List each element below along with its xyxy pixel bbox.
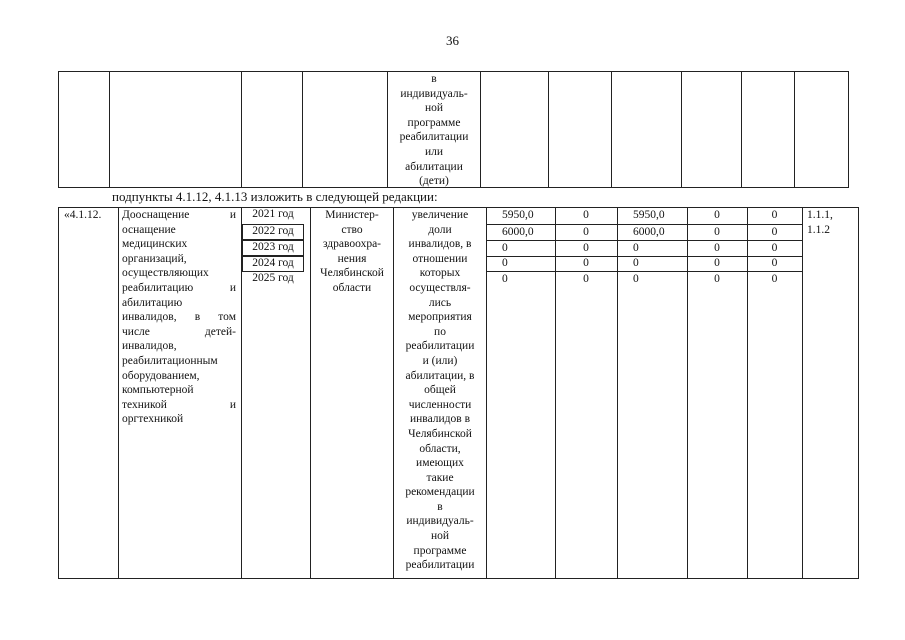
row-indicator-line: реабилитации [405,340,475,353]
row-indicator-line: инвалидов в [409,413,471,426]
row-executor-line: ство [341,223,363,236]
funding-value-cell: 0 [502,242,508,254]
funding-value-cell: 0 [714,209,720,221]
row-indicator-line: имеющих [416,457,464,470]
row-name-line: реабилитационным [122,354,218,367]
funding-value-cell: 0 [771,242,778,254]
row-indicator-line: которых [419,267,461,280]
funding-value-cell: 0 [633,242,639,254]
top-indicator-line: в [431,73,437,85]
year-label: 2023 год [242,240,304,256]
funding-value-cell: 0 [583,226,589,238]
row-indicator-line: численности [408,398,472,411]
funding-value-cell: 6000,0 [502,226,534,238]
top-indicator-line: (дети) [419,175,449,188]
funding-value-cell: 0 [633,273,639,285]
year-label: 2022 год [242,224,304,240]
row-executor-line: нения [337,252,367,265]
row-name-line: оборудованием, [122,369,200,382]
row-indicator-line: абилитации, в [405,369,475,382]
funding-value-cell: 0 [714,226,720,238]
row-name-line: оснащение [122,223,176,236]
page-number: 36 [446,33,459,48]
row-name-line: техникой и [122,398,236,411]
funding-value-cell: 5950,0 [502,209,534,221]
funding-value-cell: 0 [633,257,639,269]
row-executor-line: здравоохра- [322,238,382,251]
row-name-line: осуществляющих [122,267,209,280]
funding-value-cell: 0 [502,257,508,269]
year-label: 2025 год [252,272,294,284]
row-indicator-line: рекомендации [405,486,475,499]
row-indicator-line: по [434,325,446,338]
top-indicator-line: индивидуаль- [400,87,468,100]
row-indicator-line: мероприятия [408,311,472,324]
row-indicator-line: области, [419,442,461,455]
funding-value-cell: 0 [714,273,720,285]
row-executor-line: Челябинской [320,267,384,280]
funding-value-cell: 0 [771,226,778,238]
row-indicator-line: Челябинской [408,427,472,440]
top-indicator-line: ной [424,102,444,115]
row-name-line: оргтехникой [122,413,184,426]
funding-value-cell: 0 [771,257,778,269]
row-name-line: реабилитацию и [122,281,236,294]
row-indicator-line: такие [426,471,454,484]
row-indicator-line: осуществля- [409,281,471,294]
funding-value-cell: 0 [583,242,589,254]
row-indicator-line: индивидуаль- [406,515,474,528]
row-indicator-line: и (или) [422,354,458,367]
row-name-line: организаций, [122,252,187,265]
row-number: «4.1.12. [64,209,102,221]
row-indicator-line: общей [424,384,456,397]
row-indicator-line: реабилитации [405,559,475,572]
funding-value-cell: 0 [714,242,720,254]
row-name-line: Дооснащение и [122,209,236,221]
top-indicator-line: программе [407,116,461,129]
row-executor-line: области [332,281,372,294]
row-name-line: инвалидов, в том [122,311,236,324]
top-indicator-text [388,72,480,189]
row-indicator [394,208,486,573]
funding-value-cell: 0 [502,273,508,285]
row-indicator-line: инвалидов, в [408,238,472,251]
funding-value-cell: 0 [583,257,589,269]
row-indicator-line: программе [413,544,467,557]
row-name-line: инвалидов, [122,340,177,353]
row-indicator-line: в [437,500,443,513]
funding-value-cell: 0 [583,273,589,285]
top-indicator-line: или [424,145,444,158]
year-label: 2024 год [242,256,304,272]
row-name-line: медицинских [122,238,188,251]
funding-value-cell: 0 [771,273,778,285]
row-name [122,208,236,427]
row-links [807,208,855,237]
funding-value-cell: 6000,0 [633,226,665,238]
funding-value-cell: 0 [714,257,720,269]
year-label: 2021 год [252,208,294,220]
instruction-text: подпункты 4.1.12, 4.1.13 изложить в следующей редакции: [112,189,438,204]
row-links-line: 1.1.2 [807,223,830,236]
row-executor [311,208,393,296]
top-indicator-line: реабилитации [399,131,469,144]
row-executor-line: Министер- [325,209,379,221]
row-indicator-line: лись [428,296,452,309]
row-name-line: числе детей- [122,325,236,338]
row-links-line: 1.1.1, [807,209,833,221]
row-indicator-line: ной [430,530,450,543]
row-indicator-line: доли [428,223,452,236]
row-name-line: компьютерной [122,384,194,397]
row-name-line: абилитацию [122,296,183,309]
funding-value-cell: 5950,0 [633,209,665,221]
funding-value-cell: 0 [771,209,778,221]
funding-value-cell: 0 [583,209,589,221]
top-indicator-line: абилитации [405,160,463,173]
row-indicator-line: отношении [412,252,468,265]
row-indicator-line: увеличение [411,209,469,221]
